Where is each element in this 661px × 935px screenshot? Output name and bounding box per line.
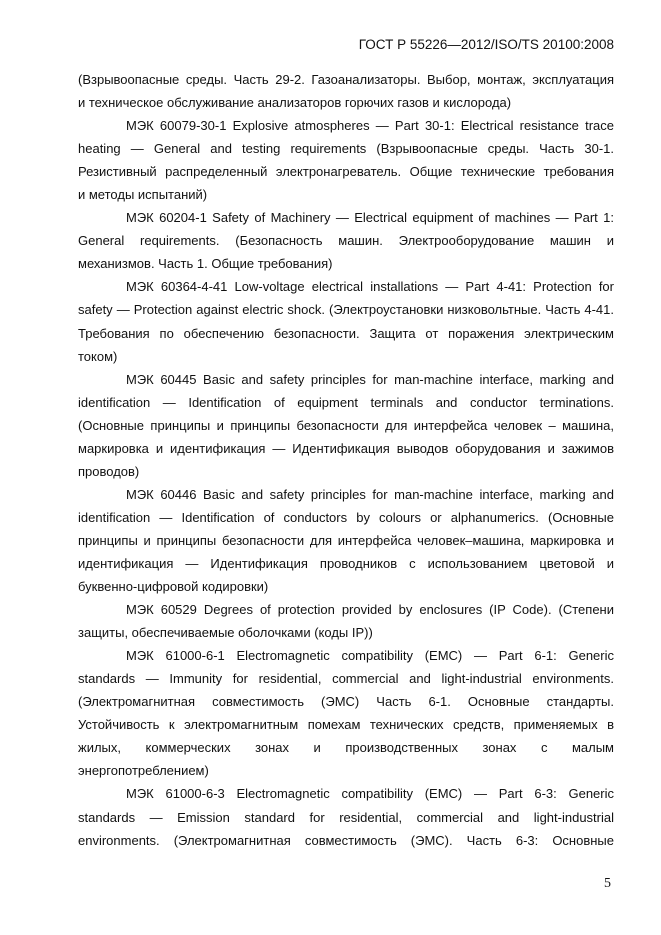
reference-paragraph bbox=[78, 368, 614, 483]
text-line: identification — Identification of conductors by colours or alphanumerics. (Основные bbox=[78, 509, 614, 525]
reference-paragraph bbox=[78, 782, 614, 851]
reference-paragraph bbox=[78, 483, 614, 598]
text-line: принципы и принципы безопасности для интерфейса человек–машина, маркировка и bbox=[78, 532, 614, 548]
text-line: identification — Identification of equipment terminals and conductor terminations. bbox=[78, 394, 614, 410]
reference-paragraph bbox=[78, 644, 614, 782]
text-line: жилых, коммерческих зонах и производственных зонах с малым bbox=[78, 740, 614, 756]
text-line: током) bbox=[78, 348, 118, 364]
reference-paragraph bbox=[78, 275, 614, 367]
text-line: механизмов. Часть 1. Общие требования) bbox=[78, 256, 333, 272]
reference-paragraph bbox=[78, 68, 614, 114]
text-line: МЭК 60446 Basic and safety principles for man-machine interface, marking and bbox=[126, 486, 614, 502]
text-line: General requirements. (Безопасность машин. Электрооборудование машин и bbox=[78, 233, 614, 249]
text-line: safety — Protection against electric shock. (Электроустановки низковольтные. Часть 4-41. bbox=[78, 302, 614, 318]
reference-paragraph bbox=[78, 114, 614, 206]
text-line: environments. (Электромагнитная совместимость (ЭМС). Часть 6-3: Основные bbox=[78, 832, 614, 848]
page-number: 5 bbox=[604, 876, 611, 891]
text-line: (Взрывоопасные среды. Часть 29-2. Газоанализаторы. Выбор, монтаж, эксплуатация bbox=[78, 72, 614, 87]
text-line: standards — Emission standard for residential, commercial and light-industrial bbox=[78, 809, 614, 825]
text-line: МЭК 60445 Basic and safety principles for man-machine interface, marking and bbox=[126, 371, 614, 387]
text-line: Резистивный распределенный электронагреватель. Общие технические требования bbox=[78, 164, 614, 180]
text-line: heating — General and testing requirements (Взрывоопасные среды. Часть 30-1. bbox=[78, 141, 614, 157]
text-line: Устойчивость к электромагнитным помехам технических средств, применяемых в bbox=[78, 717, 614, 733]
text-line: (Основные принципы и принципы безопасности для интерфейса человек – машина, bbox=[78, 417, 614, 433]
text-line: МЭК 60364-4-41 Low-voltage electrical installations — Part 4-41: Protection for bbox=[126, 279, 614, 295]
text-line: МЭК 60079-30-1 Explosive atmospheres — Part 30-1: Electrical resistance trace bbox=[126, 118, 614, 134]
reference-paragraph bbox=[78, 206, 614, 275]
text-line: защиты, обеспечиваемые оболочками (коды IP)) bbox=[78, 625, 373, 641]
text-line: МЭК 60529 Degrees of protection provided by enclosures (IP Code). (Степени bbox=[126, 602, 614, 618]
document-body bbox=[78, 68, 614, 852]
text-line: МЭК 61000-6-3 Electromagnetic compatibility (EMC) — Part 6-3: Generic bbox=[126, 786, 614, 802]
text-line: МЭК 60204-1 Safety of Machinery — Electrical equipment of machines — Part 1: bbox=[126, 210, 614, 226]
text-line: (Электромагнитная совместимость (ЭМС) Часть 6-1. Основные стандарты. bbox=[78, 694, 614, 710]
reference-paragraph bbox=[78, 598, 614, 644]
text-line: и техническое обслуживание анализаторов горючих газов и кислорода) bbox=[78, 95, 512, 111]
text-line: и методы испытаний) bbox=[78, 187, 208, 203]
text-line: буквенно-цифровой кодировки) bbox=[78, 579, 269, 595]
text-line: standards — Immunity for residential, commercial and light-industrial environments. bbox=[78, 671, 614, 687]
text-line: энергопотреблением) bbox=[78, 763, 209, 779]
text-line: маркировка и идентификация — Идентификация выводов оборудования и зажимов bbox=[78, 440, 614, 456]
text-line: Требования по обеспечению безопасности. Защита от поражения электрическим bbox=[78, 325, 614, 341]
text-line: идентификация — Идентификация проводников с использованием цветовой и bbox=[78, 555, 614, 571]
text-line: МЭК 61000-6-1 Electromagnetic compatibility (EMC) — Part 6-1: Generic bbox=[126, 648, 614, 664]
text-line: проводов) bbox=[78, 463, 140, 479]
document-header: ГОСТ Р 55226—2012/ISO/TS 20100:2008 bbox=[358, 37, 614, 52]
